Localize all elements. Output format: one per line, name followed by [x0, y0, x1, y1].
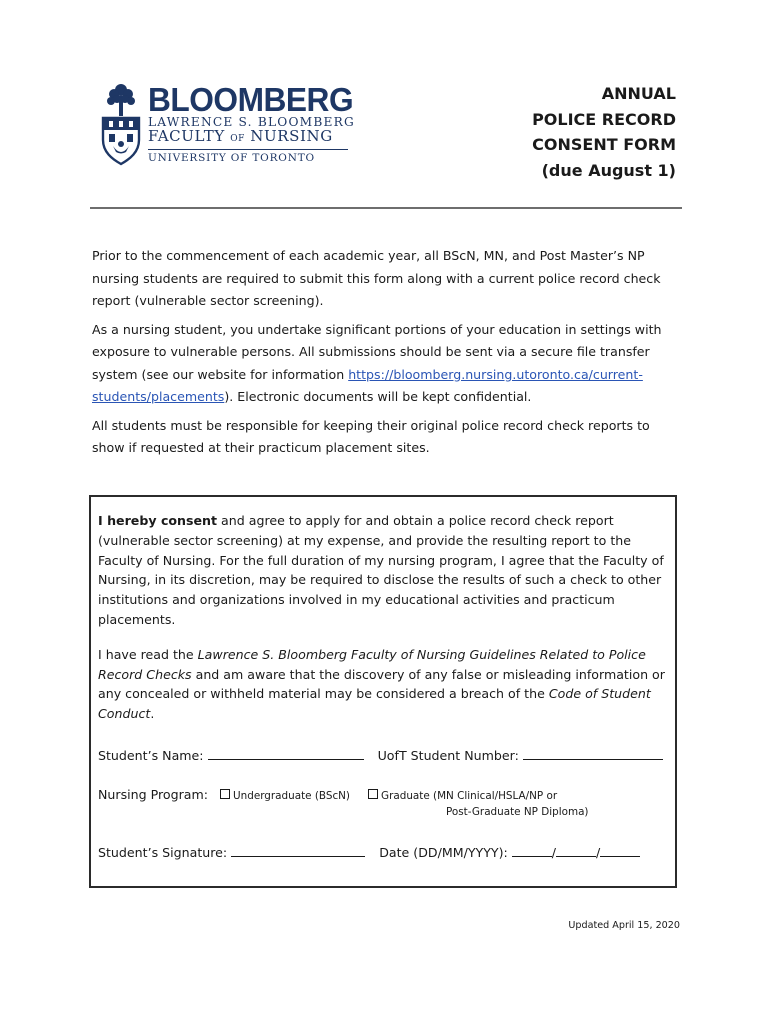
title-line-2: POLICE RECORD [532, 109, 676, 129]
logo-divider [148, 149, 348, 150]
guidelines-paragraph [98, 645, 673, 724]
code-of-conduct: Code of Student Conduct [98, 686, 651, 722]
consent-text [98, 511, 673, 739]
intro-paragraph-1: Prior to the commencement of each academic year, all BScN, MN, and Post Master’s NP nursing students are required to submit this form along with a current police record check report (vulnerable sector screening). [92, 248, 661, 308]
university-crest-icon [100, 82, 142, 166]
logo-name: BLOOMBERG [148, 81, 354, 118]
title-line-1: ANNUAL [601, 84, 676, 103]
student-number-field[interactable] [523, 747, 663, 760]
header-divider [90, 207, 682, 209]
undergraduate-checkbox[interactable] [220, 789, 230, 799]
consent-bold: I hereby consent [98, 513, 218, 528]
consent-box [89, 495, 677, 888]
date-year-field[interactable] [600, 844, 640, 857]
intro-p2-before: As a nursing student, you undertake significant portions of your education in settings with exposure to vulnerable persons. All submissions should be sent via a secure file transfer system (see our website for information [92, 321, 662, 382]
signature-label: Student’s Signature: [98, 845, 228, 860]
intro-paragraph-2 [92, 319, 682, 409]
logo-nursing-word: NURSING [250, 127, 333, 145]
date-day-field[interactable] [512, 844, 552, 857]
date-slash-2: / [596, 845, 601, 860]
consent-body: and agree to apply for and obtain a police record check report (vulnerable sector screening) at my expense, and provide the resulting report to the Faculty of Nursing. For the full duration of my nursing program, I agree that the Faculty of Nursing, in its discretion, may be required to disclose the results of such a check to other institutions and organizations involved in my educational activities and practicum placements. [98, 513, 664, 627]
title-line-4: (due August 1) [541, 160, 676, 180]
nursing-program-label: Nursing Program: [98, 787, 208, 802]
logo-university: UNIVERSITY OF TORONTO [148, 152, 315, 164]
graduate-option: Graduate (MN Clinical/HSLA/NP or [381, 790, 558, 802]
guidelines-title: Lawrence S. Bloomberg Faculty of Nursing Guidelines Related to Police Record Checks [98, 646, 646, 682]
title-line-3: CONSENT FORM [532, 135, 676, 154]
date-slash-1: / [551, 845, 557, 860]
bloomberg-logo [100, 82, 360, 172]
intro-paragraph-3: All students must be responsible for keeping their original police record check reports to show if requested at their practicum placement sites. [92, 417, 650, 455]
logo-of-word: OF [230, 134, 245, 144]
undergraduate-option: Undergraduate (BScN) [233, 790, 350, 802]
signature-field[interactable] [231, 844, 365, 857]
graduate-checkbox[interactable] [368, 789, 378, 799]
guidelines-a: I have read the [98, 646, 198, 662]
graduate-option-line-2: Post-Graduate NP Diploma) [446, 806, 589, 818]
logo-faculty-word: FACULTY [148, 127, 225, 145]
updated-date: Updated April 15, 2020 [568, 920, 680, 931]
intro-text [92, 245, 682, 466]
student-name-field[interactable] [208, 747, 364, 760]
logo-wordmark [148, 81, 362, 164]
guidelines-c: . [150, 706, 155, 722]
guidelines-b: and am aware that the discovery of any false or misleading information or any concealed or withheld material may be considered a breach of the [98, 666, 665, 702]
date-label: Date (DD/MM/YYYY): [379, 845, 508, 860]
consent-paragraph [98, 511, 673, 630]
logo-line-lawrence: LAWRENCE S. BLOOMBERG [148, 115, 355, 129]
placements-link[interactable]: https://bloomberg.nursing.utoronto.ca/current-students/placements [92, 366, 643, 404]
form-title [532, 81, 676, 183]
student-name-label: Student’s Name: [98, 748, 204, 763]
signature-date-row [98, 844, 640, 860]
student-number-label: UofT Student Number: [377, 748, 519, 763]
date-month-field[interactable] [556, 844, 596, 857]
intro-p2-after: ). Electronic documents will be kept confidential. [224, 389, 532, 404]
program-row [98, 787, 557, 802]
logo-line-faculty [148, 129, 362, 147]
name-number-row [98, 747, 663, 763]
